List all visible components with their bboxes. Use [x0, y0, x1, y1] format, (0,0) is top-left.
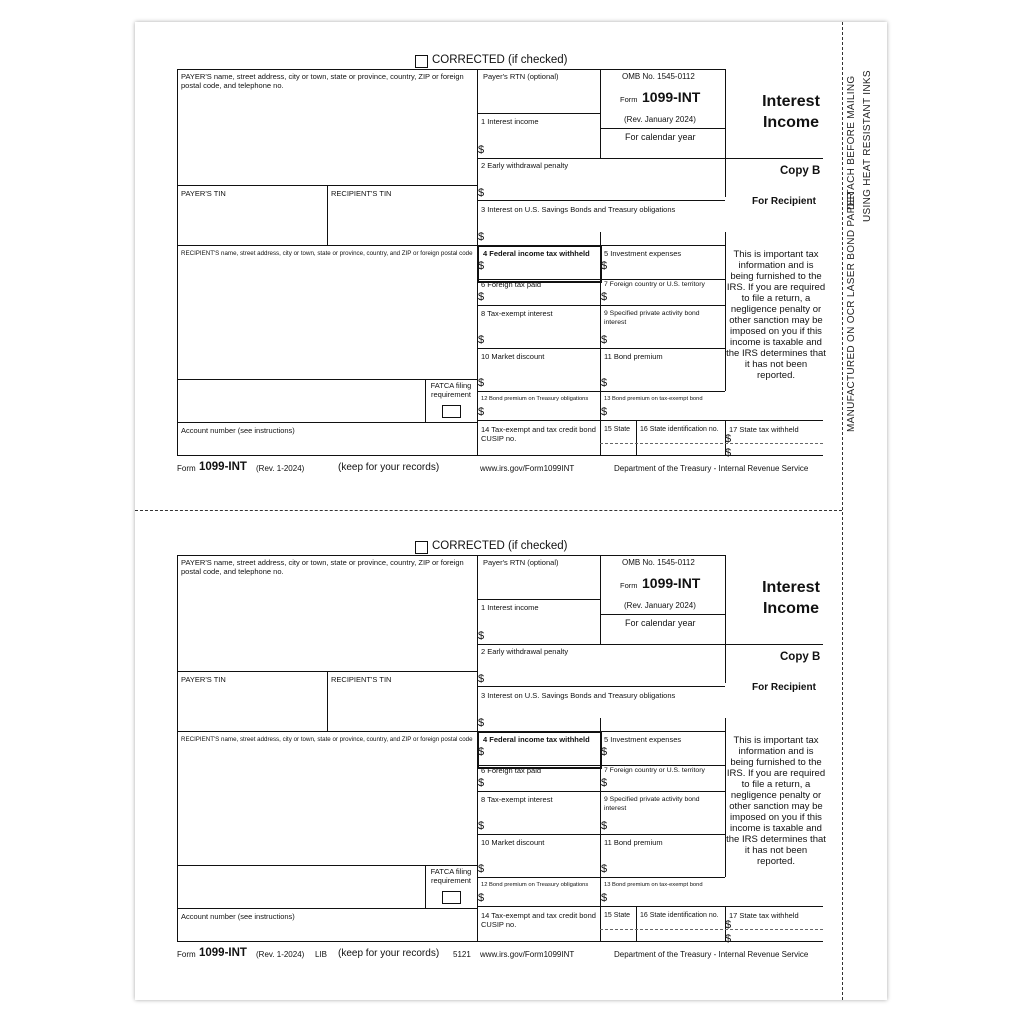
box17-dollar-1: $	[725, 919, 732, 931]
box1-field[interactable]	[488, 613, 598, 643]
for-recipient-label: For Recipient	[752, 196, 816, 207]
box4-field[interactable]	[488, 259, 596, 277]
box15-label: 15 State	[604, 912, 631, 919]
box2-label: 2 Early withdrawal penalty	[481, 647, 569, 656]
payer-tin-field[interactable]	[178, 684, 326, 728]
box8-dollar: $	[478, 334, 485, 346]
box16-label: 16 State identification no.	[640, 426, 719, 433]
box8-label: 8 Tax-exempt interest	[481, 795, 553, 804]
payer-name-field[interactable]	[178, 82, 476, 182]
omb-number: OMB No. 1545-0112	[622, 72, 695, 81]
box12-field[interactable]	[488, 891, 598, 905]
detach-text: DETACH BEFORE MAILING	[846, 75, 857, 210]
box5-dollar: $	[601, 746, 608, 758]
box16-label: 16 State identification no.	[640, 912, 719, 919]
box11-label: 11 Bond premium	[604, 352, 663, 361]
fatca-label: FATCA filing requirement	[430, 867, 472, 885]
box1-field[interactable]	[488, 127, 598, 157]
box7-dollar: $	[601, 777, 608, 789]
box10-field[interactable]	[488, 848, 598, 875]
box4-label: 4 Federal income tax withheld	[483, 249, 590, 258]
corrected-label: CORRECTED (if checked)	[432, 540, 568, 552]
box2-dollar: $	[478, 673, 485, 685]
box14-label: 14 Tax-exempt and tax credit bond CUSIP no.	[481, 425, 596, 443]
box9-dollar: $	[601, 820, 608, 832]
box8-dollar: $	[478, 820, 485, 832]
box13-dollar: $	[601, 406, 608, 418]
heat-ink-text: USING HEAT RESISTANT INKS	[862, 70, 873, 222]
box14-field[interactable]	[478, 930, 599, 940]
box9-field[interactable]	[611, 328, 723, 346]
footer-department: Department of the Treasury - Internal Revenue Service	[614, 464, 809, 473]
account-number-field[interactable]	[178, 436, 476, 454]
payer-tin-field[interactable]	[178, 198, 326, 242]
box7-label: 7 Foreign country or U.S. territory	[604, 767, 705, 774]
fatca-checkbox[interactable]	[442, 405, 461, 418]
box3-field[interactable]	[488, 215, 724, 243]
box12-label: 12 Bond premium on Treasury obligations	[481, 882, 589, 888]
footer-revision: (Rev. 1-2024)	[256, 464, 305, 473]
box6-field[interactable]	[488, 290, 598, 304]
box3-dollar: $	[478, 717, 485, 729]
box17-dollar-2: $	[725, 933, 732, 945]
payer-tin-label: PAYER'S TIN	[181, 675, 226, 684]
box11-field[interactable]	[611, 848, 723, 875]
box6-label: 6 Foreign tax paid	[481, 280, 542, 289]
box1-label: 1 Interest income	[481, 603, 539, 612]
box17-dollar-1: $	[725, 433, 732, 445]
box3-label: 3 Interest on U.S. Savings Bonds and Treasury obligations	[481, 205, 676, 214]
box2-field[interactable]	[488, 170, 724, 198]
footer-form-number: 1099-INT	[199, 947, 247, 959]
footer-form-number: 1099-INT	[199, 461, 247, 473]
box5-field[interactable]	[611, 745, 723, 763]
payer-tin-label: PAYER'S TIN	[181, 189, 226, 198]
footer-department: Department of the Treasury - Internal Revenue Service	[614, 950, 809, 959]
box3-field[interactable]	[488, 701, 724, 729]
box17-label: 17 State tax withheld	[729, 425, 799, 434]
account-number-field[interactable]	[178, 922, 476, 940]
box10-label: 10 Market discount	[481, 838, 545, 847]
box1-dollar: $	[478, 630, 485, 642]
payer-name-label: PAYER'S name, street address, city or town, state or province, country, ZIP or foreign postal code, and telephone no.	[181, 72, 464, 90]
recipient-name-field[interactable]	[178, 258, 476, 376]
payer-name-field[interactable]	[178, 568, 476, 668]
box12-label: 12 Bond premium on Treasury obligations	[481, 396, 589, 402]
box4-dollar: $	[478, 260, 485, 272]
calendar-year-field[interactable]	[601, 144, 724, 157]
box9-label: 9 Specified private activity bond interest	[604, 796, 700, 812]
box14-field[interactable]	[478, 444, 599, 454]
box13-field[interactable]	[611, 891, 723, 905]
box4-label: 4 Federal income tax withheld	[483, 735, 590, 744]
box1-dollar: $	[478, 144, 485, 156]
box11-dollar: $	[601, 863, 608, 875]
footer-revision: (Rev. 1-2024)	[256, 950, 305, 959]
form-title: Interest Income	[762, 579, 820, 617]
box13-label: 13 Bond premium on tax-exempt bond	[604, 396, 703, 402]
copy-b-label: Copy B	[780, 651, 821, 663]
corrected-checkbox[interactable]	[415, 55, 428, 68]
box17-field[interactable]	[735, 435, 821, 454]
box16-field[interactable]	[637, 921, 724, 940]
box15-field[interactable]	[601, 921, 635, 940]
recipient-tin-label: RECIPIENT'S TIN	[331, 189, 392, 198]
account-number-label: Account number (see instructions)	[181, 426, 295, 435]
box2-label: 2 Early withdrawal penalty	[481, 161, 569, 170]
footer-form-word: Form	[177, 464, 196, 473]
footer-irs-url[interactable]: www.irs.gov/Form1099INT	[480, 950, 575, 959]
box6-field[interactable]	[488, 776, 598, 790]
box6-dollar: $	[478, 777, 485, 789]
form-word: Form	[620, 581, 638, 590]
form-number: 1099-INT	[642, 575, 701, 591]
box4-dollar: $	[478, 746, 485, 758]
box8-label: 8 Tax-exempt interest	[481, 309, 553, 318]
box7-dollar: $	[601, 291, 608, 303]
account-number-label: Account number (see instructions)	[181, 912, 295, 921]
box5-label: 5 Investment expenses	[604, 249, 682, 258]
footer-form-word: Form	[177, 950, 196, 959]
box5-field[interactable]	[611, 259, 723, 277]
box13-field[interactable]	[611, 405, 723, 419]
box10-label: 10 Market discount	[481, 352, 545, 361]
payer-rtn-label: Payer's RTN (optional)	[483, 72, 559, 81]
box15-label: 15 State	[604, 426, 631, 433]
corrected-label: CORRECTED (if checked)	[432, 54, 568, 66]
copy-b-label: Copy B	[780, 165, 821, 177]
box11-label: 11 Bond premium	[604, 838, 663, 847]
form-title: Interest Income	[762, 93, 820, 131]
box8-field[interactable]	[488, 320, 598, 346]
fatca-label: FATCA filing requirement	[430, 381, 472, 399]
form-word: Form	[620, 95, 638, 104]
box3-dollar: $	[478, 231, 485, 243]
recipient-name-label: RECIPIENT'S name, street address, city or town, state or province, country, and ZIP or foreign postal code	[181, 736, 473, 743]
box5-dollar: $	[601, 260, 608, 272]
box11-dollar: $	[601, 377, 608, 389]
recipient-tin-field[interactable]	[328, 684, 476, 728]
box6-dollar: $	[478, 291, 485, 303]
important-notice: This is important tax information and is being furnished to the IRS. If you are required to file a return, a negligence penalty or other sanction may be imposed on you if this income is taxable and the IRS determines that it has not been reported.	[726, 249, 826, 381]
calendar-year-label: For calendar year	[625, 132, 696, 142]
recipient-name-label: RECIPIENT'S name, street address, city or town, state or province, country, and ZIP or foreign postal code	[181, 250, 473, 257]
form-copy-bottom	[0, 538, 1024, 1028]
box12-dollar: $	[478, 892, 485, 904]
box8-field[interactable]	[488, 806, 598, 832]
form-copy-top	[0, 52, 1024, 542]
footer-keep-records: (keep for your records)	[338, 948, 440, 959]
box9-field[interactable]	[611, 814, 723, 832]
box7-field[interactable]	[611, 290, 723, 304]
box4-field[interactable]	[488, 745, 596, 763]
box16-field[interactable]	[637, 435, 724, 454]
calendar-year-label: For calendar year	[625, 618, 696, 628]
box14-label: 14 Tax-exempt and tax credit bond CUSIP no.	[481, 911, 596, 929]
payer-rtn-label: Payer's RTN (optional)	[483, 558, 559, 567]
corrected-checkbox[interactable]	[415, 541, 428, 554]
box5-label: 5 Investment expenses	[604, 735, 682, 744]
box7-label: 7 Foreign country or U.S. territory	[604, 281, 705, 288]
box11-field[interactable]	[611, 362, 723, 389]
payer-name-label: PAYER'S name, street address, city or town, state or province, country, ZIP or foreign postal code, and telephone no.	[181, 558, 464, 576]
box10-field[interactable]	[488, 362, 598, 389]
box15-field[interactable]	[601, 435, 635, 454]
box12-field[interactable]	[488, 405, 598, 419]
for-recipient-label: For Recipient	[752, 682, 816, 693]
important-notice: This is important tax information and is being furnished to the IRS. If you are required to file a return, a negligence penalty or other sanction may be imposed on you if this income is taxable and the IRS determines that it has not been reported.	[726, 735, 826, 867]
box17-label: 17 State tax withheld	[729, 911, 799, 920]
box17-dollar-2: $	[725, 447, 732, 459]
box1-label: 1 Interest income	[481, 117, 539, 126]
omb-number: OMB No. 1545-0112	[622, 558, 695, 567]
payer-rtn-field[interactable]	[478, 82, 599, 112]
calendar-year-field[interactable]	[601, 630, 724, 643]
box17-field[interactable]	[735, 921, 821, 940]
footer-lib: LIB	[315, 950, 328, 959]
box9-label: 9 Specified private activity bond interest	[604, 310, 700, 326]
box9-dollar: $	[601, 334, 608, 346]
box13-label: 13 Bond premium on tax-exempt bond	[604, 882, 703, 888]
footer-code: 5121	[453, 950, 471, 959]
box10-dollar: $	[478, 863, 485, 875]
box6-label: 6 Foreign tax paid	[481, 766, 542, 775]
form-number: 1099-INT	[642, 89, 701, 105]
box2-dollar: $	[478, 187, 485, 199]
box13-dollar: $	[601, 892, 608, 904]
recipient-tin-label: RECIPIENT'S TIN	[331, 675, 392, 684]
box2-field[interactable]	[488, 656, 724, 684]
box7-field[interactable]	[611, 776, 723, 790]
box12-dollar: $	[478, 406, 485, 418]
revision-date: (Rev. January 2024)	[624, 115, 696, 124]
box10-dollar: $	[478, 377, 485, 389]
recipient-name-field[interactable]	[178, 744, 476, 862]
box3-label: 3 Interest on U.S. Savings Bonds and Treasury obligations	[481, 691, 676, 700]
recipient-tin-field[interactable]	[328, 198, 476, 242]
payer-rtn-field[interactable]	[478, 568, 599, 598]
fatca-checkbox[interactable]	[442, 891, 461, 904]
footer-keep-records: (keep for your records)	[338, 462, 440, 473]
manufactured-text: MANUFACTURED ON OCR LASER BOND PAPER	[846, 191, 857, 432]
revision-date: (Rev. January 2024)	[624, 601, 696, 610]
footer-irs-url[interactable]: www.irs.gov/Form1099INT	[480, 464, 575, 473]
